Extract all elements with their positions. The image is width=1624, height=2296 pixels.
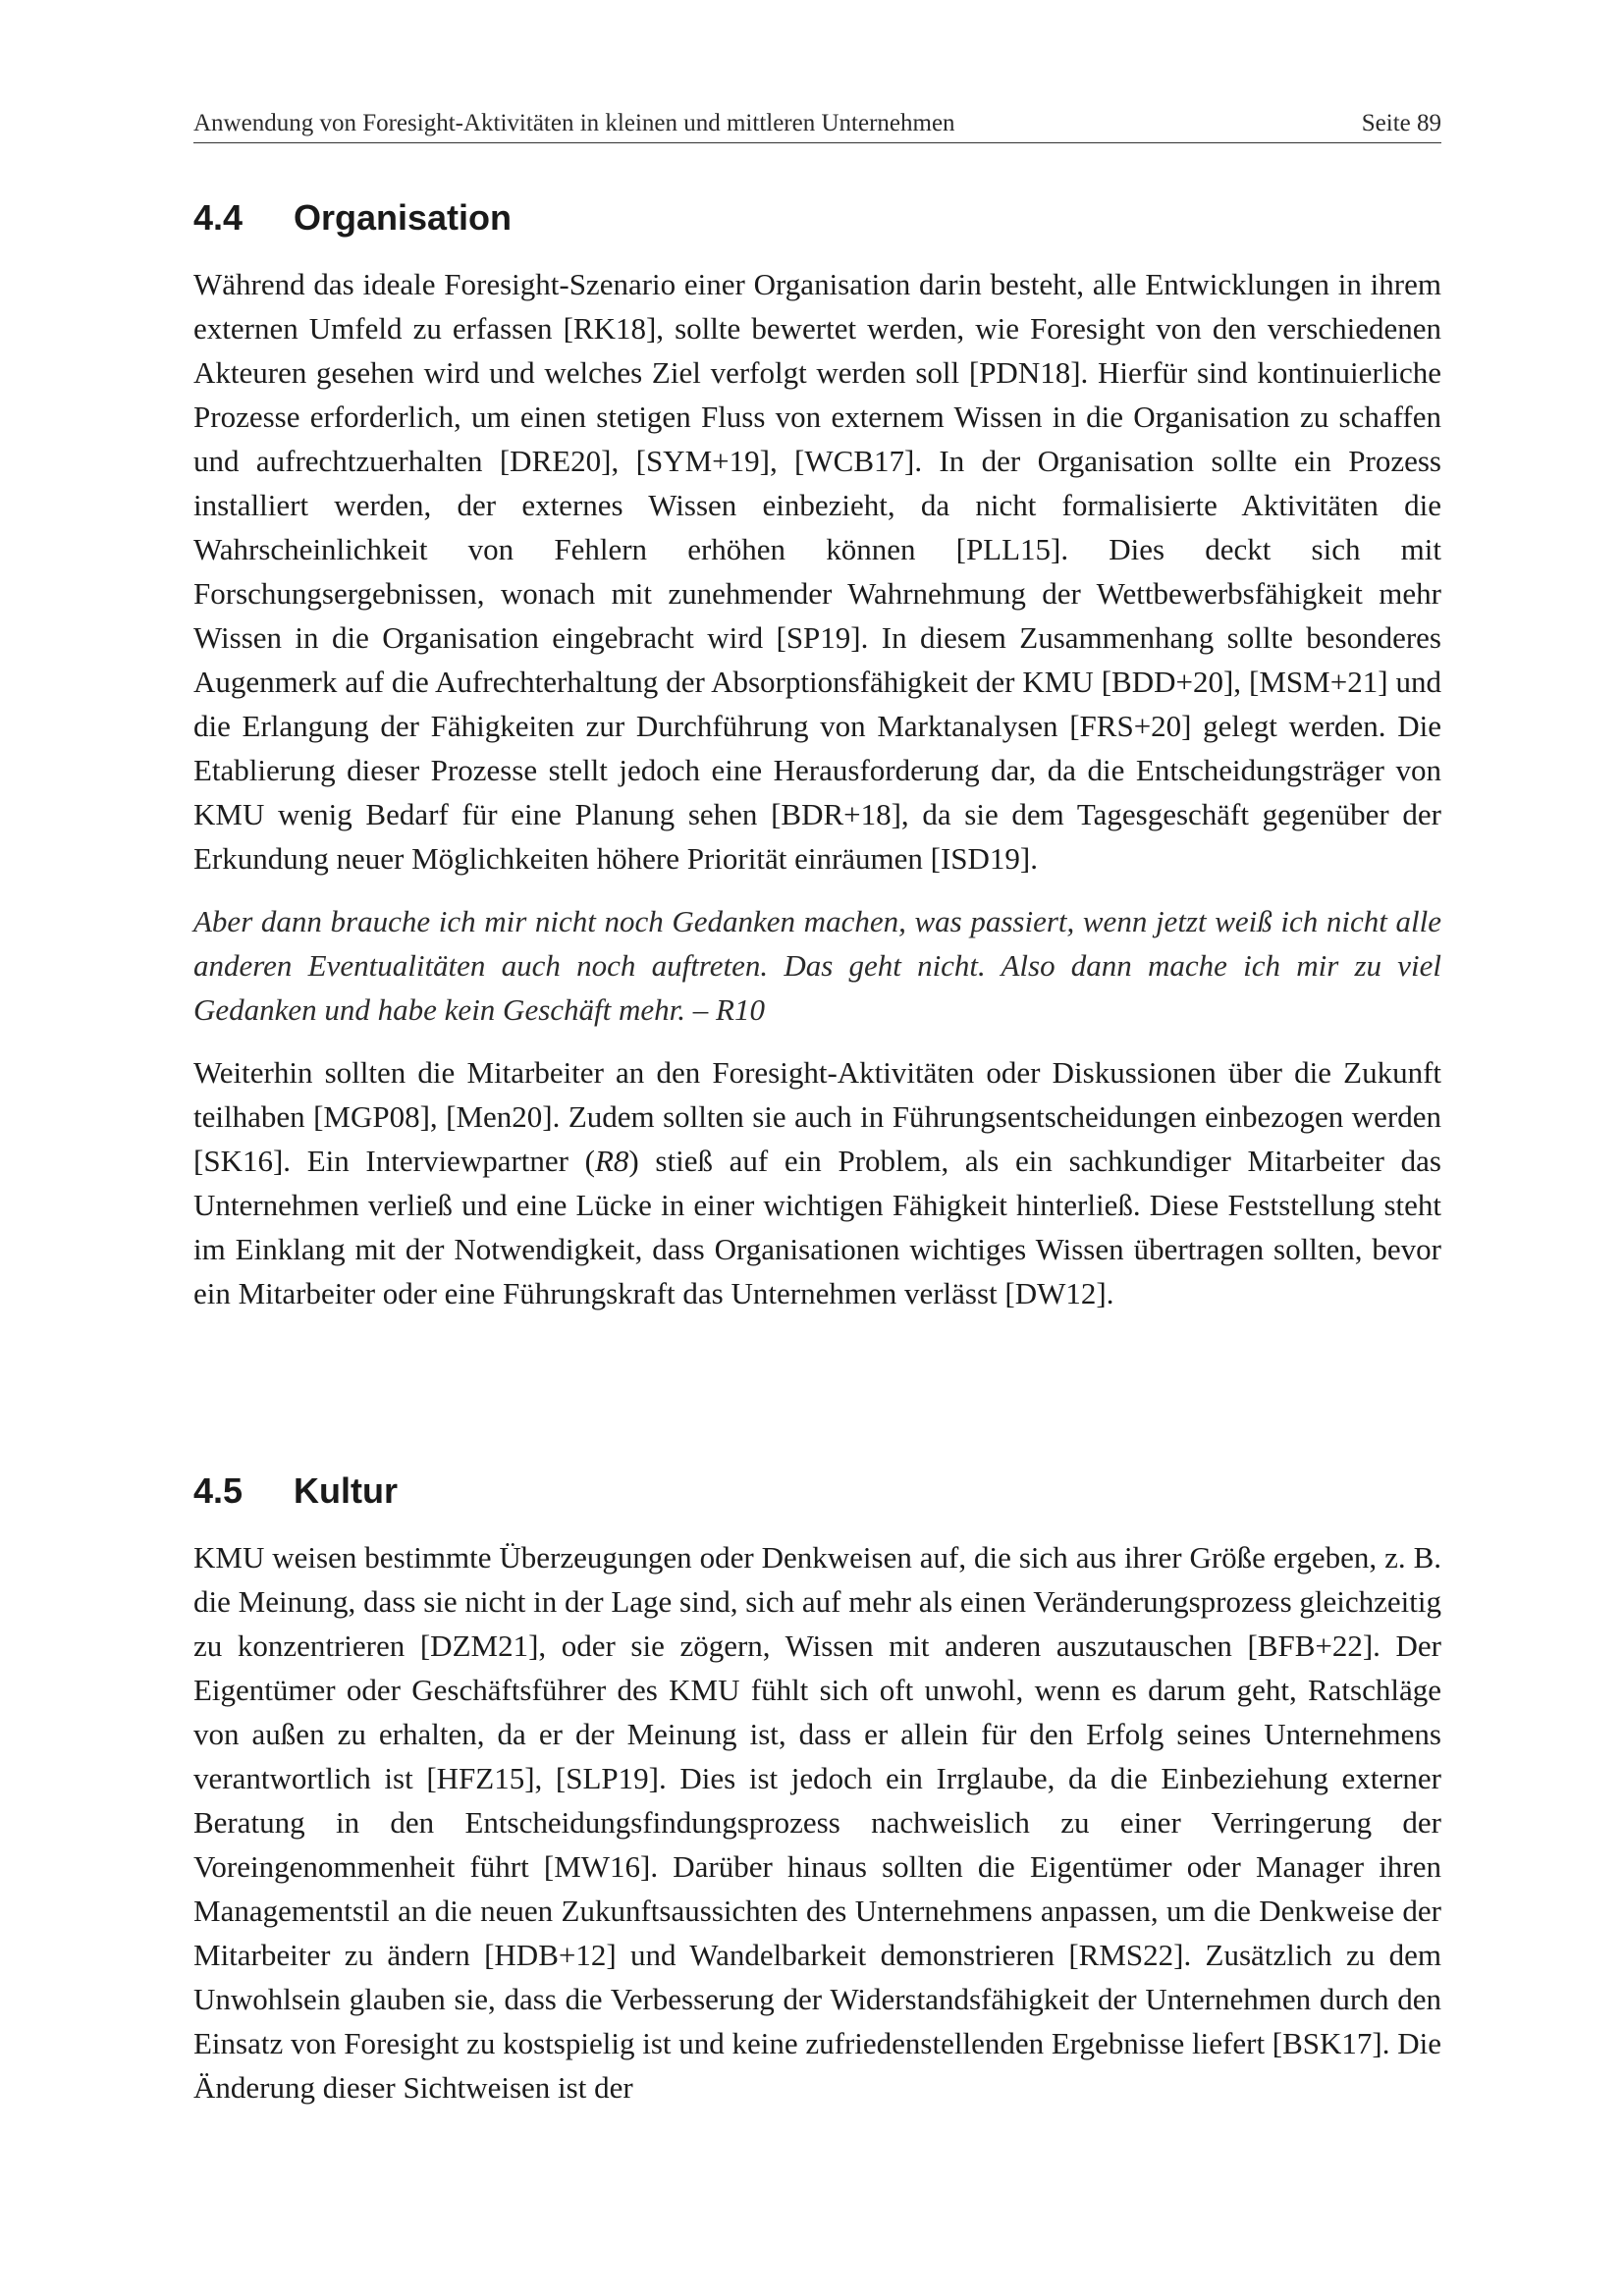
section-heading-kultur	[193, 1469, 1441, 1513]
interview-quote: Aber dann brauche ich mir nicht noch Gedanken machen, was passiert, wenn jetzt weiß ich nicht alle anderen Eventualitäten auch noch auftreten. Das geht nicht. Also dann mache ich mir zu viel Gedanken und habe kein Geschäft mehr. – R10	[193, 904, 1441, 1027]
paragraph-text: Weiterhin sollten die Mitarbeiter an den Foresight-Aktivitäten oder Diskussionen über die Zukunft teilhaben [MGP08], [Men20]. Zudem sollten sie auch in Führungsentscheidungen einbezogen werden [SK16]. Ein Interviewpartner (	[193, 1055, 1441, 1178]
page-header	[193, 109, 1441, 143]
section-kultur	[193, 1469, 1441, 2109]
body-paragraph: KMU weisen bestimmte Überzeugungen oder Denkweisen auf, die sich aus ihrer Größe ergeben, z. B. die Meinung, dass sie nicht in der Lage sind, sich auf mehr als einen Veränderungsprozess gleichzeitig zu konzentrieren [DZM21], oder sie zögern, Wissen mit anderen auszutauschen [BFB+22]. Der Eigentümer oder Geschäftsführer des KMU fühlt sich oft unwohl, wenn es darum geht, Ratschläge von außen zu erhalten, da er der Meinung ist, dass er allein für den Erfolg seines Unternehmens verantwortlich ist [HFZ15], [SLP19]. Dies ist jedoch ein Irrglaube, da die Einbeziehung externer Beratung in den Entscheidungsfindungsprozess nachweislich zu einer Verringerung der Voreingenommenheit führt [MW16]. Darüber hinaus sollten die Eigentümer oder Manager ihren Managementstil an die neuen Zukunftsaussichten des Unternehmens anpassen, um die Denkweise der Mitarbeiter zu ändern [HDB+12] und Wandelbarkeit demonstrieren [RMS22]. Zusätzlich zu dem Unwohlsein glauben sie, dass die Verbesserung der Widerstandsfähigkeit der Unternehmen durch den Einsatz von Foresight zu kostspielig ist und keine zufriedenstellenden Ergebnisse liefert [BSK17]. Die Änderung dieser Sichtweisen ist der	[193, 1540, 1442, 2105]
section-title: Organisation	[294, 197, 513, 238]
section-number: 4.4	[193, 197, 244, 238]
interviewee-reference: R8	[594, 1144, 629, 1178]
section-heading-organisation	[193, 196, 1441, 240]
body-paragraph: Während das ideale Foresight-Szenario einer Organisation darin besteht, alle Entwicklungen in ihrem externen Umfeld zu erfassen [RK18], sollte bewertet werden, wie Foresight von den verschiedenen Akteuren gesehen wird und welches Ziel verfolgt werden soll [PDN18]. Hierfür sind kontinuierliche Prozesse erforderlich, um einen stetigen Fluss von externem Wissen in die Organisation zu schaffen und aufrechtzuerhalten [DRE20], [SYM+19], [WCB17]. In der Organisation sollte ein Prozess installiert werden, der externes Wissen einbezieht, da nicht formalisierte Aktivitäten die Wahrscheinlichkeit von Fehlern erhöhen können [PLL15]. Dies deckt sich mit Forschungsergebnissen, wonach mit zunehmender Wahrnehmung der Wettbewerbsfähigkeit mehr Wissen in die Organisation eingebracht wird [SP19]. In diesem Zusammenhang sollte besonderes Augenmerk auf die Aufrechterhaltung der Absorptionsfähigkeit der KMU [BDD+20], [MSM+21] und die Erlangung der Fähigkeiten zur Durchführung von Marktanalysen [FRS+20] gelegt werden. Die Etablierung dieser Prozesse stellt jedoch eine Herausforderung dar, da die Entscheidungsträger von KMU wenig Bedarf für eine Planung sehen [BDR+18], da sie dem Tagesgeschäft gegenüber der Erkundung neuer Möglichkeiten höhere Priorität einräumen [ISD19].	[193, 267, 1441, 876]
running-title: Anwendung von Foresight-Aktivitäten in kleinen und mittleren Unternehmen	[193, 110, 955, 136]
section-organisation	[193, 196, 1441, 1315]
page-number: Seite 89	[1361, 110, 1441, 136]
body-paragraph	[193, 1050, 1441, 1315]
paragraph-text: ) stieß auf ein Problem, als ein sachkundiger Mitarbeiter das Unternehmen verließ und eine Lücke in einer wichtigen Fähigkeit hinterließ. Diese Feststellung steht im Einklang mit der Notwendigkeit, dass Organisationen wichtiges Wissen übertragen sollten, bevor ein Mitarbeiter oder eine Führungskraft das Unternehmen verlässt [DW12].	[193, 1144, 1441, 1310]
section-number: 4.5	[193, 1470, 244, 1511]
section-title: Kultur	[294, 1470, 398, 1511]
